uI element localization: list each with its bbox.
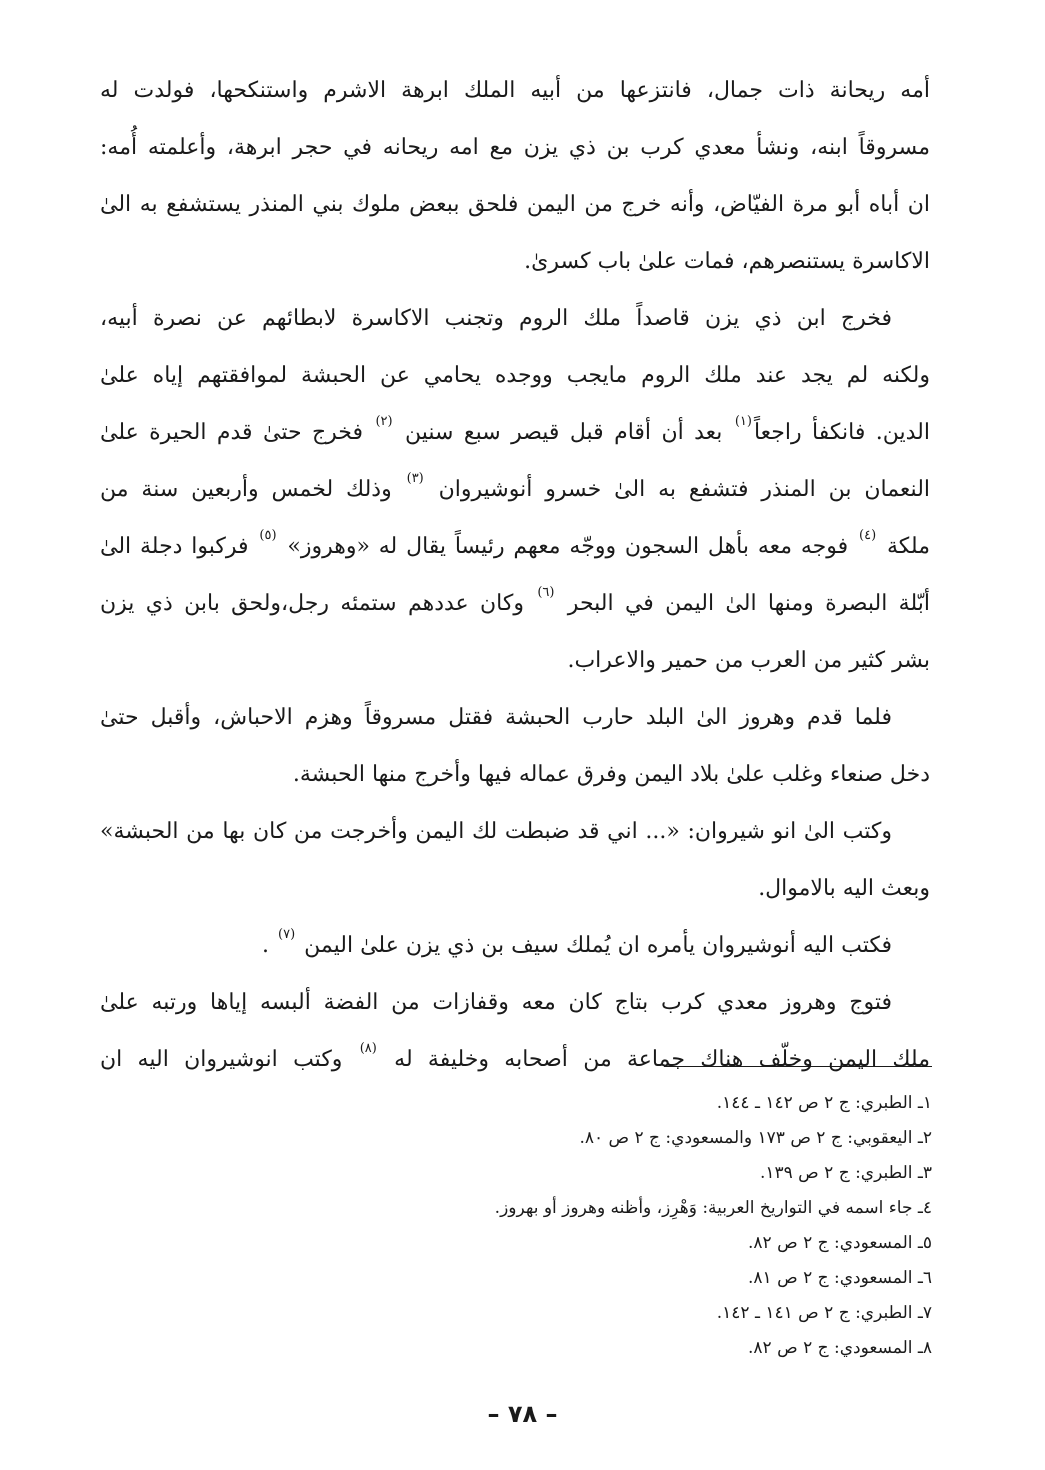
footnote-ref[interactable]: (٢) bbox=[375, 414, 393, 429]
text-line: فخرج ابن ذي يزن قاصداً ملك الروم وتجنب الاكاسرة لابطائهم عن نصرة أبيه، bbox=[100, 306, 892, 331]
text-segment: النعمان بن المنذر فتشفع به الىٰ خسرو أنوشيروان bbox=[425, 477, 930, 502]
footnotes bbox=[312, 1086, 932, 1366]
text-segment: فخرج حتىٰ قدم الحيرة علىٰ bbox=[100, 420, 374, 445]
footnote-ref[interactable]: (٦) bbox=[537, 585, 555, 600]
text-segment: فكتب اليه أنوشيروان يأمره ان يُملك سيف بن ذي يزن علىٰ اليمن bbox=[297, 933, 892, 958]
footnote-ref[interactable]: (٨) bbox=[359, 1041, 377, 1056]
main-text bbox=[100, 62, 930, 1088]
text-segment: ملك اليمن وخلّف هناك جماعة من أصحابه وخليفة له bbox=[378, 1047, 930, 1072]
footnote-item: ٨ـ المسعودي: ج ٢ ص ٨٢. bbox=[748, 1338, 932, 1358]
footnote-ref[interactable]: (١) bbox=[734, 414, 752, 429]
footnote-item: ٢ـ اليعقوبي: ج ٢ ص ١٧٣ والمسعودي: ج ٢ ص ٨٠. bbox=[579, 1128, 932, 1148]
footnote-ref[interactable]: (٣) bbox=[406, 471, 424, 486]
text-segment: . bbox=[262, 933, 277, 958]
footnote-item: ٤ـ جاء اسمه في التواريخ العربية: وَهْرِز، وأظنه وهروز أو بهروز. bbox=[494, 1198, 932, 1218]
page-number: – ٧٨ – bbox=[487, 1400, 558, 1428]
text-line: وبعث اليه بالاموال. bbox=[758, 876, 930, 901]
text-segment: وذلك لخمس وأربعين سنة من bbox=[100, 477, 405, 502]
text-segment: فوجه معه بأهل السجون ووجّه معهم رئيساً يقال له «وهروز» bbox=[278, 534, 857, 559]
text-line bbox=[100, 917, 930, 974]
footnote-ref[interactable]: (٧) bbox=[278, 927, 296, 942]
text-line: فلما قدم وهروز الىٰ البلد حارب الحبشة فقتل مسروقاً وهزم الاحباش، وأقبل حتىٰ bbox=[100, 705, 892, 730]
text-segment: ملكة bbox=[878, 534, 930, 559]
footnote-item: ٧ـ الطبري: ج ٢ ص ١٤١ ـ ١٤٢. bbox=[716, 1303, 932, 1323]
text-line: الاكاسرة يستنصرهم، فمات علىٰ باب كسرىٰ. bbox=[524, 249, 930, 274]
text-segment: الدين. فانكفأ راجعاً bbox=[753, 420, 930, 445]
text-segment: بعد أن أقام قبل قيصر سبع سنين bbox=[394, 420, 733, 445]
text-segment: وكان عددهم ستمئه رجل،ولحق بابن ذي يزن bbox=[100, 591, 536, 616]
text-line: فتوج وهروز معدي كرب بتاج كان معه وقفازات من الفضة ألبسه إياها ورتبه علىٰ bbox=[100, 990, 892, 1015]
text-line bbox=[100, 575, 930, 632]
footnote-divider bbox=[664, 1066, 932, 1067]
text-line: وكتب الىٰ انو شيروان: «... اني قد ضبطت لك اليمن وأخرجت من كان بها من الحبشة» bbox=[100, 819, 892, 844]
text-line: أمه ريحانة ذات جمال، فانتزعها من أبيه الملك ابرهة الاشرم واستنكحها، فولدت له bbox=[100, 78, 930, 103]
text-segment: فركبوا دجلة الىٰ bbox=[100, 534, 258, 559]
footnote-ref[interactable]: (٤) bbox=[859, 528, 877, 543]
text-line: بشر كثير من العرب من حمير والاعراب. bbox=[567, 648, 930, 673]
text-line: ان أباه أبو مرة الفيّاض، وأنه خرج من اليمن فلحق ببعض ملوك بني المنذر يستشفع به الىٰ bbox=[100, 192, 930, 217]
text-segment: أبّلة البصرة ومنها الىٰ اليمن في البحر bbox=[556, 591, 930, 616]
footnote-item: ٣ـ الطبري: ج ٢ ص ١٣٩. bbox=[759, 1163, 932, 1183]
text-line: مسروقاً ابنه، ونشأ معدي كرب بن ذي يزن مع امه ريحانه في حجر ابرهة، وأعلمته أُمه: bbox=[100, 135, 930, 160]
text-line bbox=[100, 518, 930, 575]
text-line bbox=[100, 461, 930, 518]
footnote-item: ٦ـ المسعودي: ج ٢ ص ٨١. bbox=[748, 1268, 932, 1288]
footnote-ref[interactable]: (٥) bbox=[259, 528, 277, 543]
text-segment: وكتب انوشيروان اليه ان bbox=[100, 1047, 358, 1072]
text-line bbox=[100, 404, 930, 461]
footnote-item: ١ـ الطبري: ج ٢ ص ١٤٢ ـ ١٤٤. bbox=[716, 1093, 932, 1113]
text-line: ولكنه لم يجد عند ملك الروم مايجب ووجده يحامي عن الحبشة لموافقتهم إياه علىٰ bbox=[100, 363, 930, 388]
text-line: دخل صنعاء وغلب علىٰ بلاد اليمن وفرق عماله فيها وأخرج منها الحبشة. bbox=[292, 762, 930, 787]
text-line bbox=[100, 1031, 930, 1088]
footnote-item: ٥ـ المسعودي: ج ٢ ص ٨٢. bbox=[748, 1233, 932, 1253]
